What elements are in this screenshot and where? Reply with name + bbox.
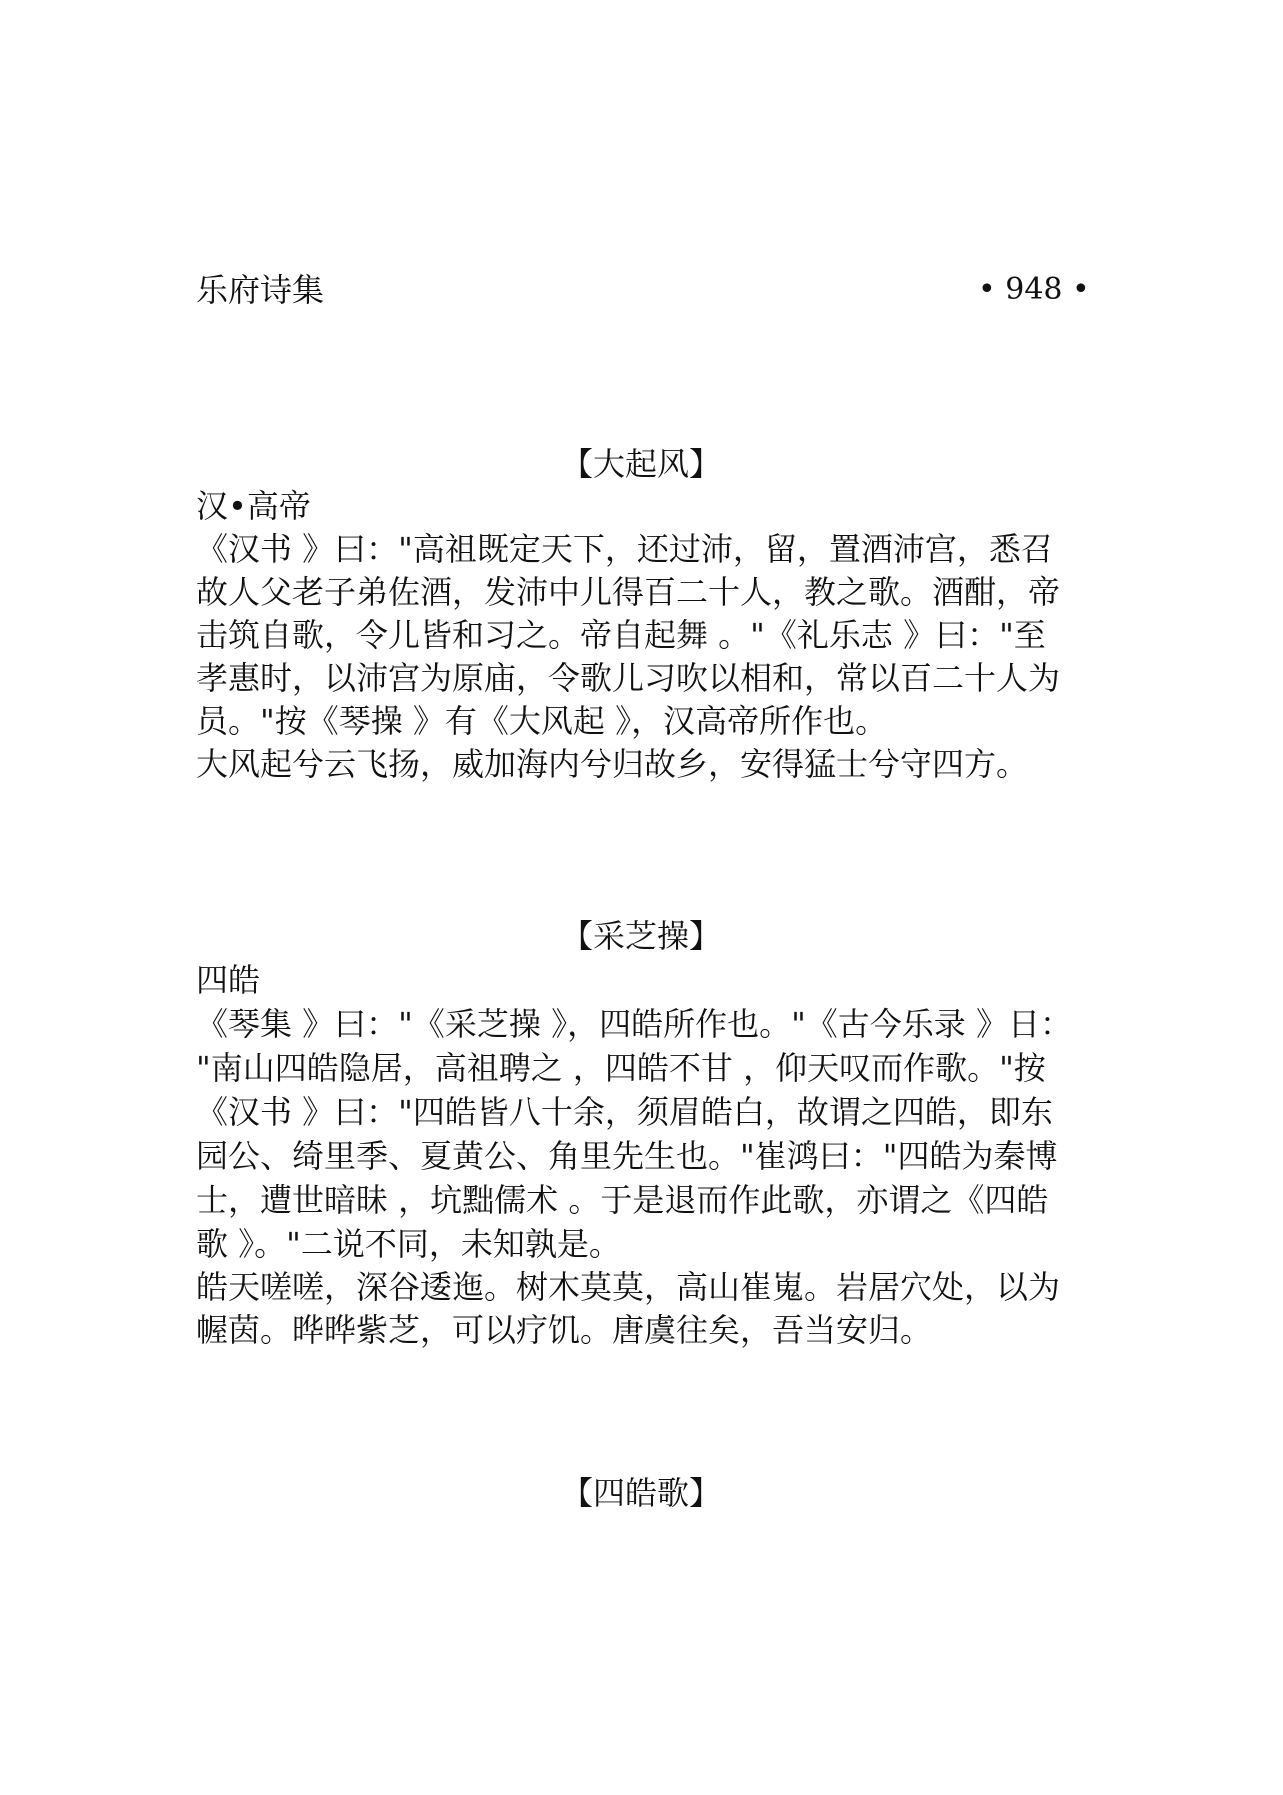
text-line: 故人父老子弟佐酒，发沛中儿得百二十人，教之歌。酒酣，帝 bbox=[196, 573, 1061, 611]
text-line: 《琴集 》曰："《采芝操 》，四皓所作也。"《古今乐录 》日： bbox=[196, 1005, 1072, 1043]
book-title: 乐府诗集 bbox=[196, 271, 325, 309]
section-author: 汉•高帝 bbox=[196, 487, 311, 525]
text-line: 《汉书 》曰："四皓皆八十余，须眉皓白，故谓之四皓，即东 bbox=[196, 1093, 1053, 1131]
text-line: 士，遭世暗昧 ，坑黜儒术 。于是退而作此歌，亦谓之《四皓 bbox=[196, 1181, 1049, 1219]
section-title: 【采芝操】 bbox=[560, 917, 721, 955]
text-line: "南山四皓隐居，高祖聘之 ，四皓不甘 ，仰天叹而作歌。"按 bbox=[196, 1049, 1046, 1087]
poem-line: 幄茵。晔晔紫芝，可以疗饥。唐虞往矣，吾当安归。 bbox=[196, 1311, 933, 1349]
text-line: 《汉书 》曰："高祖既定天下，还过沛，留，置酒沛宫，悉召 bbox=[196, 530, 1053, 568]
section-title: 【四皓歌】 bbox=[560, 1474, 721, 1512]
page-number: • 948 • bbox=[978, 272, 1090, 307]
poem-line: 皓天嗟嗟，深谷逶迤。树木莫莫，高山崔嵬。岩居穴处，以为 bbox=[196, 1268, 1061, 1306]
text-line: 园公、绮里季、夏黄公、角里先生也。"崔鸿曰："四皓为秦博 bbox=[196, 1137, 1058, 1175]
text-line: 员。"按《琴操 》有《大风起 》，汉高帝所作也。 bbox=[196, 702, 888, 740]
text-line: 孝惠时，以沛宫为原庙，令歌儿习吹以相和，常以百二十人为 bbox=[196, 659, 1061, 697]
section-author: 四皓 bbox=[196, 961, 261, 999]
text-line: 歌 》。"二说不同，未知孰是。 bbox=[196, 1225, 621, 1263]
section-title: 【大起风】 bbox=[560, 445, 721, 483]
poem-line: 大风起兮云飞扬，威加海内兮归故乡，安得猛士兮守四方。 bbox=[196, 745, 1029, 783]
text-line: 击筑自歌，令儿皆和习之。帝自起舞 。"《礼乐志 》曰："至 bbox=[196, 616, 1046, 654]
